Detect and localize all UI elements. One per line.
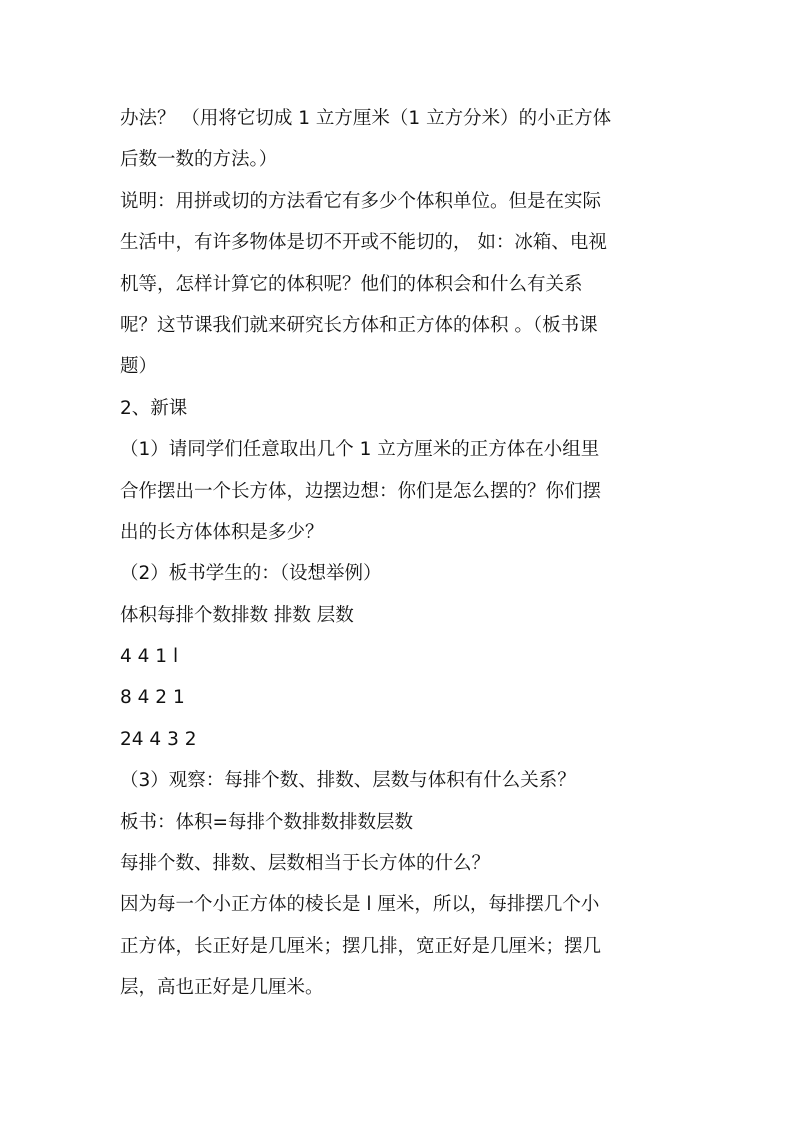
text-line: 合作摆出一个长方体，边摆边想：你们是怎么摆的？你们摆 (120, 480, 602, 502)
text-line: （1）请同学们任意取出几个 1 立方厘米的正方体在小组里 (120, 439, 600, 461)
text-line: 呢？这节课我们就来研究长方体和正方体的体积 。（板书课 (120, 314, 598, 336)
text-line: 正方体，长正好是几厘米；摆几排，宽正好是几厘米；摆几 (120, 935, 602, 957)
text-line: 办法？ （用将它切成 1 立方厘米（1 立方分米）的小正方体 (120, 108, 612, 129)
formula-line: 板书：体积=每排个数排数排数层数 (120, 811, 414, 833)
table-row-line: 8 4 2 1 (120, 687, 185, 709)
text-line: （2）板书学生的：（设想举例） (120, 563, 382, 585)
text-line: 因为每一个小正方体的棱长是 l 厘米，所以，每排摆几个小 (120, 894, 600, 916)
text-line: 出的长方体体积是多少？ (120, 521, 324, 543)
text-line: 题） (120, 356, 158, 378)
table-row-line: 4 4 1 l (120, 646, 179, 668)
table-header-line: 体积每排个数排数 排数 层数 (120, 604, 354, 626)
text-line: 层，高也正好是几厘米。 (120, 977, 324, 999)
text-line: 后数一数的方法。） (120, 149, 278, 171)
text-line: 生活中，有许多物体是切不开或不能切的， 如：冰箱、电视 (120, 232, 607, 254)
table-row-line: 24 4 3 2 (120, 728, 197, 750)
text-line: 机等，怎样计算它的体积呢？他们的体积会和什么有关系 (120, 273, 583, 295)
text-line: （3）观察：每排个数、排数、层数与体积有什么关系？ (120, 770, 576, 792)
text-line: 每排个数、排数、层数相当于长方体的什么？ (120, 853, 491, 875)
section-heading: 2、新课 (120, 397, 188, 419)
document-body (120, 98, 680, 1009)
text-line: 说明：用拼或切的方法看它有多少个体积单位。但是在实际 (120, 190, 602, 212)
